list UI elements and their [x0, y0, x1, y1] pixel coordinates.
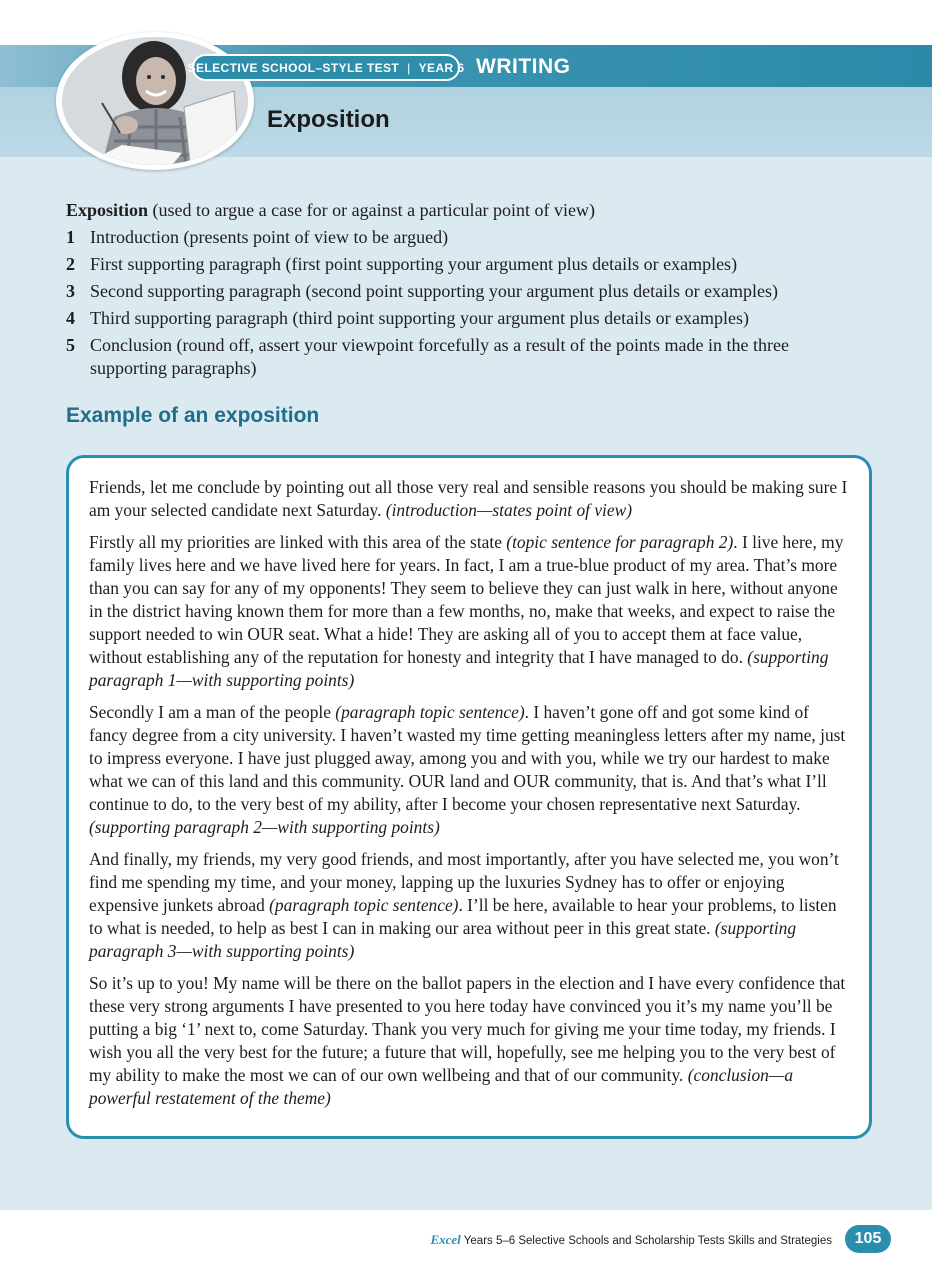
exposition-outline [66, 199, 866, 384]
lead-description: (used to argue a case for or against a particular point of view) [148, 200, 596, 220]
lead-term: Exposition [66, 200, 149, 220]
paragraph-annotation: (supporting paragraph 2—with supporting points) [89, 817, 440, 837]
test-type-badge [187, 54, 465, 81]
badge-separator: | [407, 60, 411, 75]
example-heading: Example of an exposition [66, 404, 320, 427]
outline-item [66, 253, 866, 276]
paragraph-annotation: (conclusion—a powerful restatement of the theme) [89, 1065, 794, 1108]
paragraph-annotation: (paragraph topic sentence) [335, 702, 525, 722]
outline-number: 3 [66, 281, 75, 301]
outline-text: First supporting paragraph (first point supporting your argument plus details or examples) [90, 254, 738, 274]
example-paragraph [89, 531, 849, 692]
footer-title: Years 5–6 Selective Schools and Scholarship Tests Skills and Strategies [460, 1235, 832, 1247]
outline-list [66, 226, 866, 380]
outline-number: 1 [66, 227, 75, 247]
outline-number: 4 [66, 308, 75, 328]
paragraph-annotation: (topic sentence for paragraph 2) [506, 532, 734, 552]
footer-credit [430, 1232, 832, 1248]
outline-text: Third supporting paragraph (third point supporting your argument plus details or examples) [90, 308, 750, 328]
example-paragraph [89, 848, 849, 963]
example-paragraph [89, 701, 849, 839]
outline-item [66, 226, 866, 249]
paragraph-annotation: (introduction—states point of view) [385, 500, 632, 520]
paragraph-text: . I’ll be here, available to hear your problems, to listen to what is needed, to help as best I can in making our area without peer in this great state. [89, 895, 837, 938]
outline-number: 5 [66, 335, 75, 355]
outline-text: Conclusion (round off, assert your viewpoint forcefully as a result of the points made in the three supporting paragraphs) [90, 335, 789, 378]
outline-lead [66, 199, 866, 222]
outline-item [66, 307, 866, 330]
paragraph-annotation: (supporting paragraph 1—with supporting points) [89, 647, 829, 690]
paragraph-text: Firstly all my priorities are linked with this area of the state [89, 532, 507, 552]
example-paragraph [89, 476, 849, 522]
example-paragraph [89, 972, 849, 1110]
outline-text: Introduction (presents point of view to be argued) [90, 227, 449, 247]
test-label: SELECTIVE SCHOOL–STYLE TEST [187, 60, 400, 75]
paragraph-text: . I haven’t gone off and got some kind of fancy degree from a city university. I haven’t wasted my time getting meaningless letters after my name, just to impress everyone. I have just plugged away, among you and with you, while we try our hardest to make what we can of this land and this community. OUR land and OUR community, that is. And that’s what I’ll continue to do, to the very best of my ability, after I become your chosen representative next Saturday. [89, 702, 846, 814]
paragraph-text: . I live here, my family lives here and we have lived here for years. In fact, I am a true-blue product of my area. That’s more than you can say for any of my opponents! They seem to believe they can just walk in here, without anyone in the district having known them for more than a few months, no, make that weeks, and expect to raise the support needed to win OUR seat. What a hide! They are asking all of you to accept them at face value, without establishing any of the reputation for honesty and integrity that I have managed to do. [89, 532, 844, 667]
example-text-box [66, 455, 872, 1139]
outline-item [66, 280, 866, 303]
page-number: 105 [845, 1225, 891, 1253]
outline-text: Second supporting paragraph (second point supporting your argument plus details or examples) [90, 281, 779, 301]
page-title: Exposition [267, 106, 390, 133]
outline-number: 2 [66, 254, 75, 274]
paragraph-annotation: (paragraph topic sentence) [269, 895, 459, 915]
footer-brand: Excel [430, 1232, 461, 1247]
paragraph-text: So it’s up to you! My name will be there on the ballot papers in the election and I have every confidence that these very strong arguments I have presented to you here today have convinced you it’s my name you’ll be putting a big ‘1’ next to, come Saturday. Thank you very much for giving me your time today, my friends. I wish you all the very best for the future; a future that will, hopefully, see me helping you to the very best of my ability to make the most we can of our own wellbeing and that of our community. [89, 973, 846, 1085]
paragraph-text: And finally, my friends, my very good friends, and most importantly, after you have selected me, you won’t find me spending my time, and your money, lapping up the luxuries Sydney has to offer or enjoying expensive junkets abroad [89, 849, 839, 915]
section-label: WRITING [476, 55, 571, 78]
outline-item [66, 334, 866, 380]
paragraph-text: Friends, let me conclude by pointing out all those very real and sensible reasons you should be making sure I am your selected candidate next Saturday. [89, 477, 848, 520]
year-label: YEAR 6 [418, 60, 465, 75]
paragraph-text: Secondly I am a man of the people [89, 702, 336, 722]
paragraph-annotation: (supporting paragraph 3—with supporting points) [89, 918, 797, 961]
